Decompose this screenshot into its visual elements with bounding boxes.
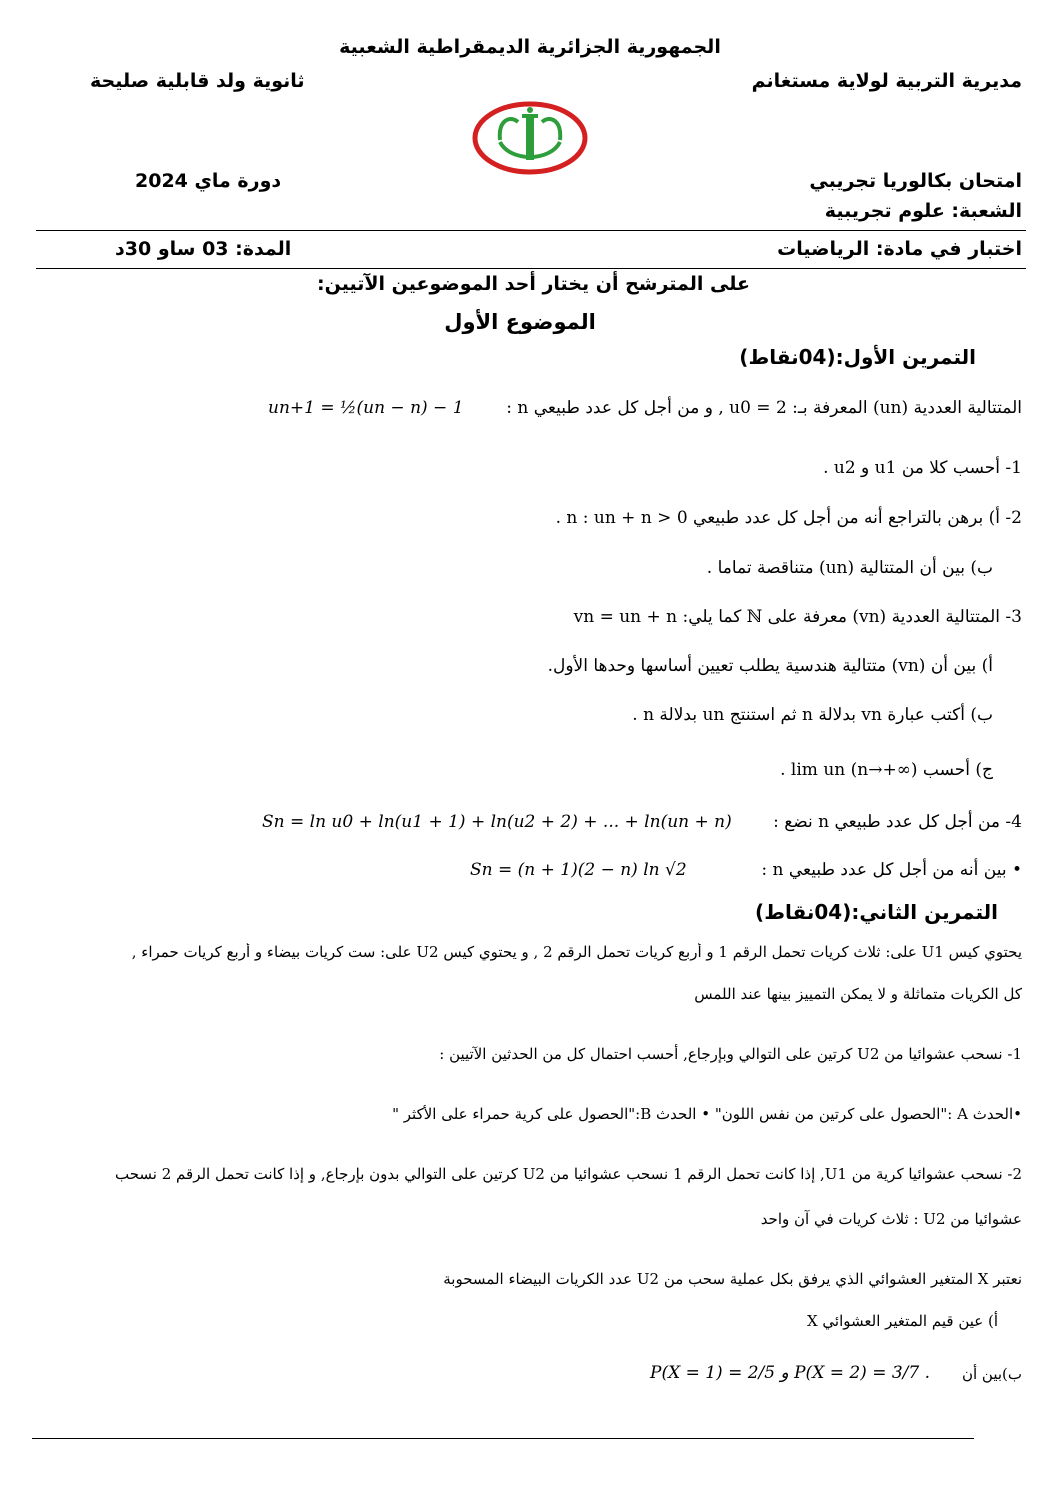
ex2-q2-line1: 2- نسحب عشوائيا كرية من U1, إذا كانت تحمل الرقم 1 نسحب عشوائيا من U2 كرتين على التوالي بدون بإرجاع, و إذا كانت تحمل الرقم 2 نسحب [114, 1165, 1022, 1183]
school-logo [470, 100, 590, 180]
footer-divider [32, 1438, 974, 1439]
ex1-q2a: 2- أ) برهن بالتراجع أنه من أجل كل عدد طبيعي n : un + n > 0 . [555, 508, 1022, 528]
ex2-q1-events: •الحدث A :"الحصول على كرتين من نفس اللون" • الحدث B:"الحصول على كرية حمراء على الأكثر " [392, 1105, 1022, 1123]
ex2-intro-2: كل الكريات متماثلة و لا يمكن التمييز بينها عند اللمس [694, 985, 1022, 1003]
republic-title: الجمهورية الجزائرية الديمقراطية الشعبية [339, 36, 721, 58]
ex1-intro-formula: un+1 = ½(un − n) − 1 [268, 398, 464, 418]
ex1-q4b-text: • بين أنه من أجل كل عدد طبيعي n : [761, 860, 1022, 880]
duration-label: المدة: 03 ساو 30د [115, 238, 292, 260]
ex2-q2-line2: عشوائيا من U2 : ثلاث كريات في آن واحد [760, 1210, 1022, 1228]
ex1-q3c: ج) أحسب lim un (n→+∞) . [780, 760, 993, 780]
ex1-q3a: أ) بين أن (vn) متتالية هندسية يطلب تعيين أساسها وحدها الأول. [547, 656, 993, 676]
ex2-q3b-text: ب)بين أن [961, 1365, 1022, 1383]
ex1-q3b: ب) أكتب عبارة vn بدلالة n ثم استنتج un بدلالة n . [632, 705, 993, 725]
ex1-q3: 3- المتتالية العددية (vn) معرفة على ℕ كما يلي: vn = un + n [573, 607, 1022, 627]
header-divider-bottom [36, 268, 1026, 269]
subject-title: الموضوع الأول [444, 310, 596, 334]
ex1-q4-text: 4- من أجل كل عدد طبيعي n نضع : [773, 812, 1022, 832]
ex1-intro-text: المتتالية العددية (un) المعرفة بـ: u0 = 2 , و من أجل كل عدد طبيعي n : [506, 398, 1022, 418]
ex1-q2b: ب) بين أن المتتالية (un) متناقصة تماما . [706, 558, 993, 578]
ex2-q3a: أ) عين قيم المتغير العشوائي X [806, 1312, 998, 1330]
header-divider-top [36, 230, 1026, 231]
exercise1-title: التمرين الأول:(04نقاط) [739, 345, 976, 369]
subject-label: اختبار في مادة: الرياضيات [777, 238, 1022, 260]
instruction-text: على المترشح أن يختار أحد الموضوعين الآتيين: [317, 273, 750, 295]
ex1-q4b-formula: Sn = (n + 1)(2 − n) ln √2 [470, 860, 687, 880]
ex2-q3: نعتبر X المتغير العشوائي الذي يرفق بكل عملية سحب من U2 عدد الكريات البيضاء المسحوبة [443, 1270, 1022, 1288]
session-label: دورة ماي 2024 [135, 170, 282, 192]
ex2-q3b-formula: P(X = 1) = 2/5 و P(X = 2) = 3/7 . [650, 1363, 931, 1383]
ex1-q4-formula: Sn = ln u0 + ln(u1 + 1) + ln(u2 + 2) + ... + ln(un + n) [262, 812, 732, 832]
ex2-q1: 1- نسحب عشوائيا من U2 كرتين على التوالي وبإرجاع, أحسب احتمال كل من الحدثين الآتيين : [439, 1045, 1022, 1063]
ex2-intro-1: يحتوي كيس U1 على: ثلاث كريات تحمل الرقم 1 و أربع كريات تحمل الرقم 2 , و يحتوي كيس U2 على: ست كريات بيضاء و أربع كريات حمراء , [131, 943, 1022, 961]
school-label: ثانوية ولد قابلية صليحة [90, 70, 305, 92]
exercise2-title: التمرين الثاني:(04نقاط) [755, 900, 998, 924]
ex1-q1: 1- أحسب كلا من u1 و u2 . [823, 458, 1022, 478]
exam-label: امتحان بكالوريا تجريبي [809, 170, 1022, 192]
stream-label: الشعبة: علوم تجريبية [824, 200, 1022, 222]
directorate-label: مديرية التربية لولاية مستغانم [751, 70, 1022, 92]
